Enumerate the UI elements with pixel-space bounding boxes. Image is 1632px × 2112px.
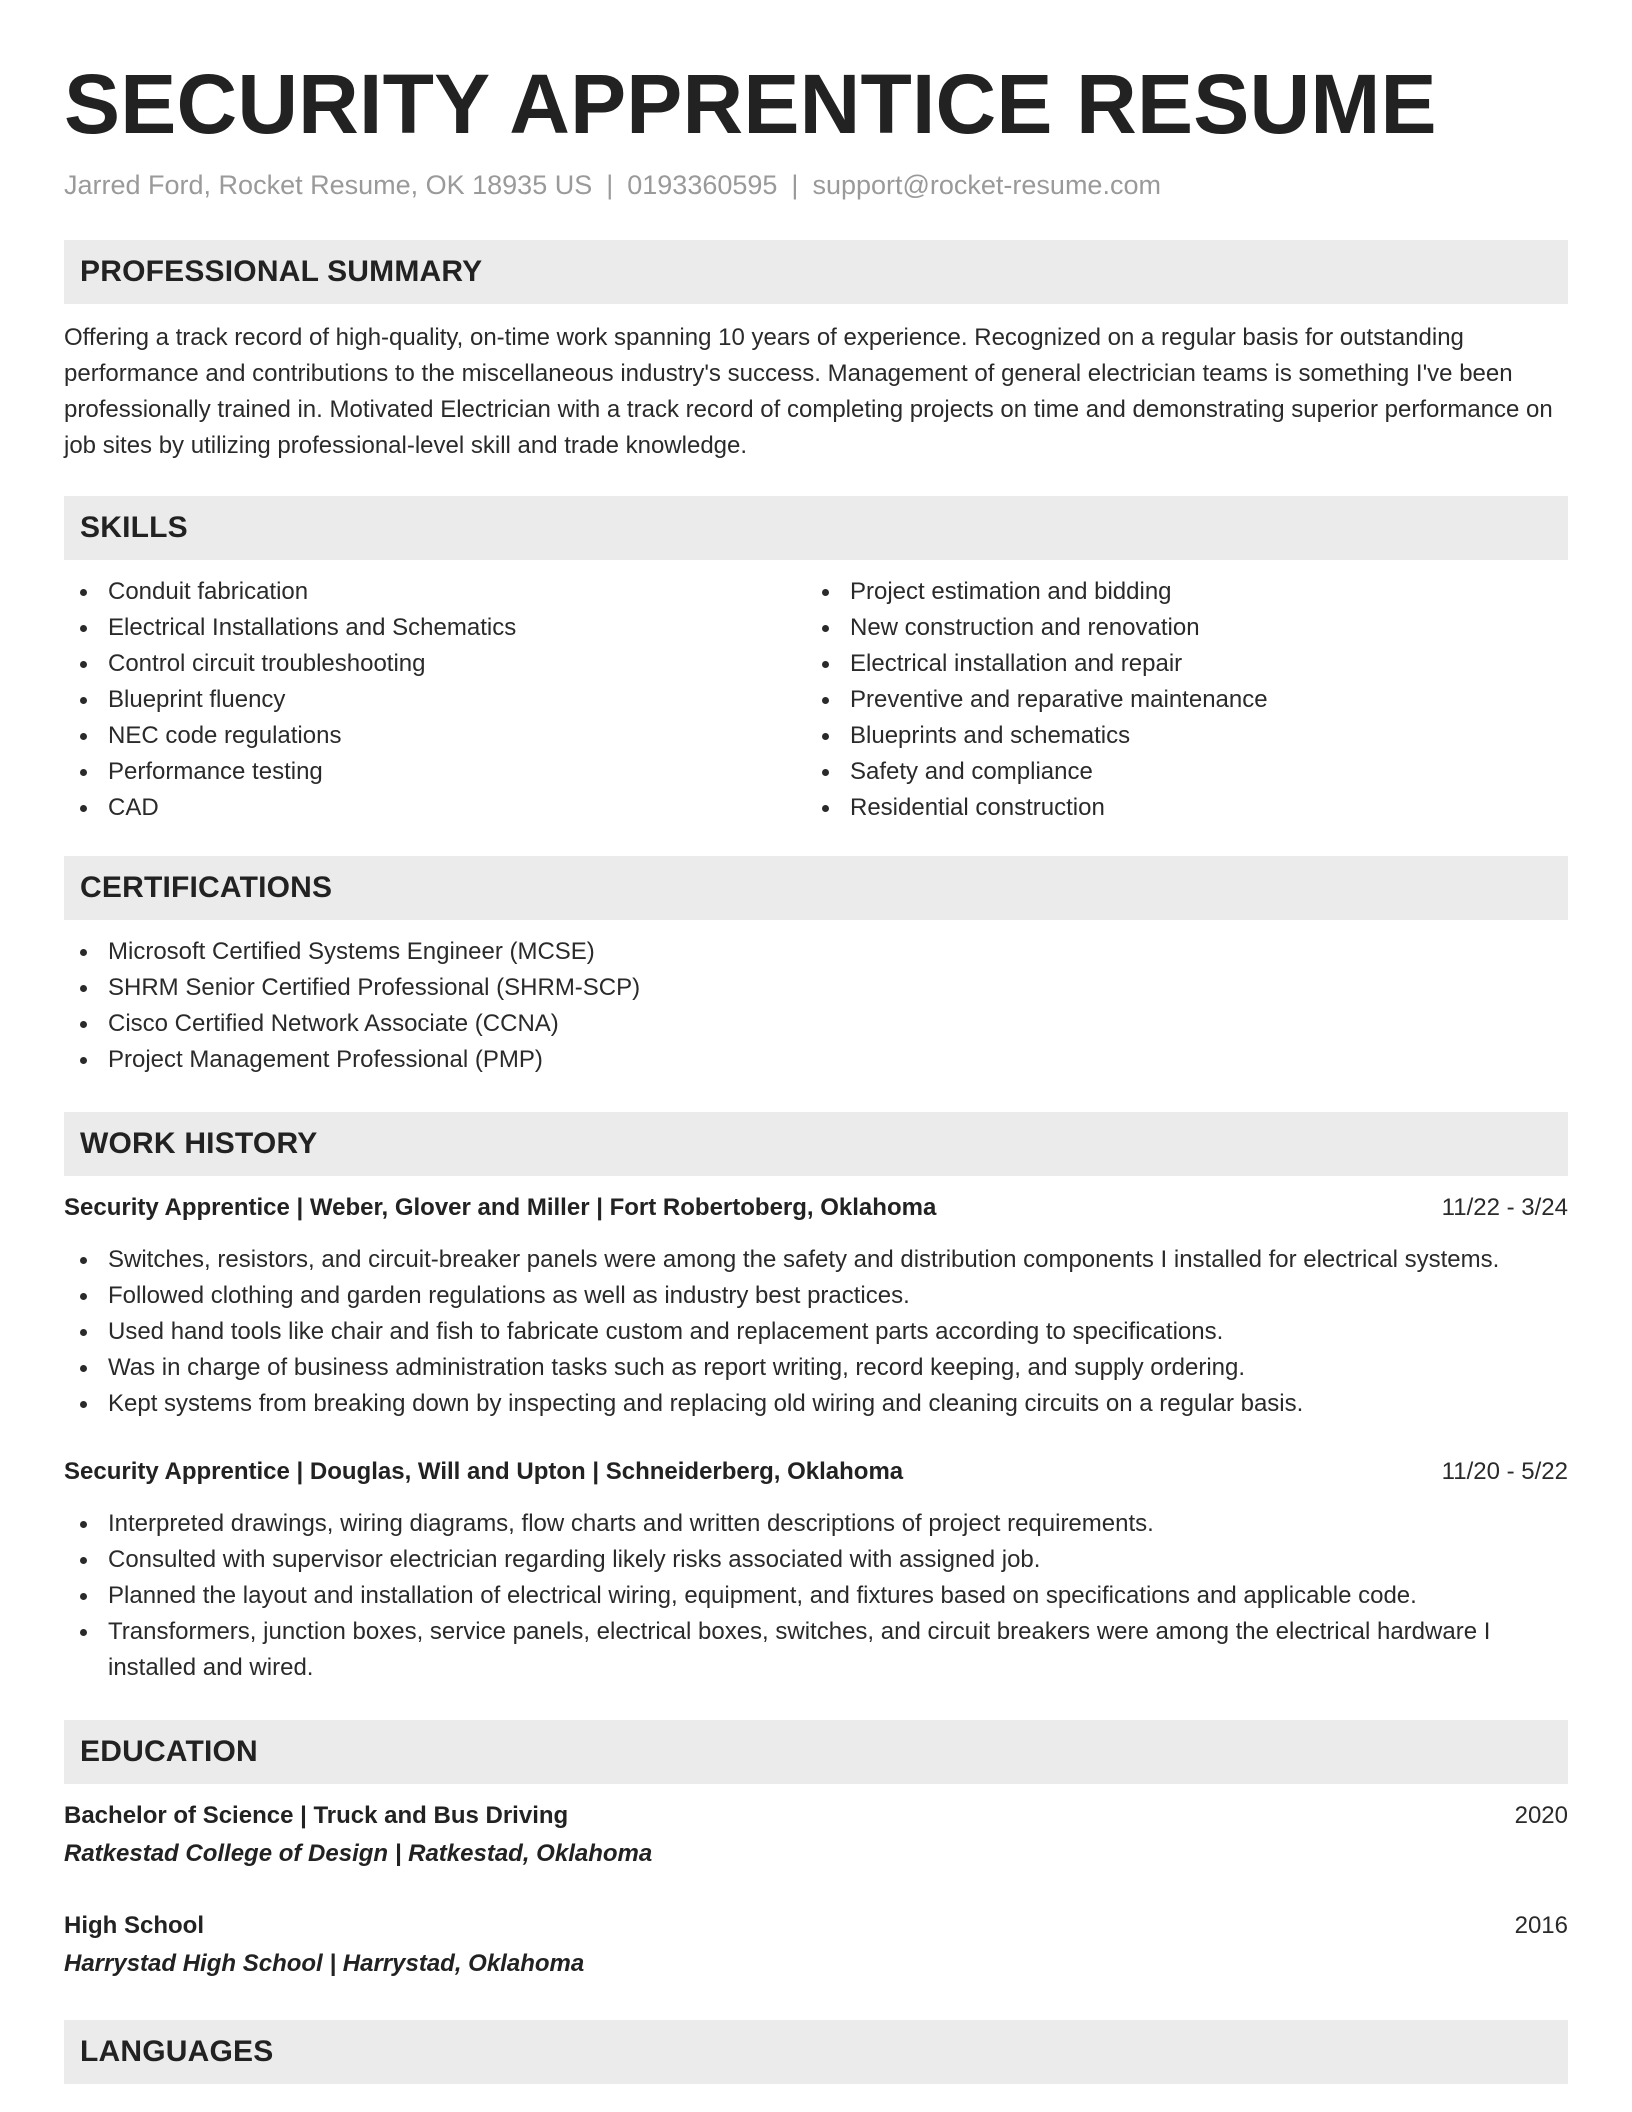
skills-grid [64, 574, 1568, 826]
skill-item: Electrical installation and repair [806, 646, 1548, 682]
job-duty: Interpreted drawings, wiring diagrams, flow charts and written descriptions of project requirements. [64, 1506, 1568, 1542]
certification-item: Project Management Professional (PMP) [64, 1042, 1568, 1078]
job-dates: 11/20 - 5/22 [1441, 1458, 1568, 1485]
skill-item: Residential construction [806, 790, 1548, 826]
contact-separator: | [606, 170, 614, 200]
education-school: Ratkestad College of Design | Ratkestad, Oklahoma [64, 1840, 653, 1867]
section-header-skills: SKILLS [64, 496, 1568, 560]
contact-email: support@rocket-resume.com [812, 170, 1161, 200]
skill-item: Preventive and reparative maintenance [806, 682, 1548, 718]
skill-item: Performance testing [64, 754, 806, 790]
skills-list-right [806, 574, 1548, 826]
skill-item: Safety and compliance [806, 754, 1548, 790]
job-duty: Consulted with supervisor electrician regarding likely risks associated with assigned job. [64, 1542, 1568, 1578]
job-duty: Transformers, junction boxes, service panels, electrical boxes, switches, and circuit breakers were among the electrical hardware I installed and wired. [64, 1614, 1568, 1686]
job-header [64, 1190, 1568, 1226]
resume-page [64, 58, 1568, 2084]
contact-address: Jarred Ford, Rocket Resume, OK 18935 US [64, 170, 593, 200]
skill-item: Project estimation and bidding [806, 574, 1548, 610]
education-year: 2020 [1514, 1802, 1568, 1829]
education-header [64, 1798, 1568, 1834]
section-header-education: EDUCATION [64, 1720, 1568, 1784]
certifications-list [64, 934, 1568, 1078]
resume-title: SECURITY APPRENTICE RESUME [64, 57, 1437, 151]
certification-item: Cisco Certified Network Associate (CCNA) [64, 1006, 1568, 1042]
job-title: Security Apprentice | Douglas, Will and Upton | Schneiderberg, Oklahoma [64, 1458, 904, 1485]
section-header-languages: LANGUAGES [64, 2020, 1568, 2084]
certification-item: Microsoft Certified Systems Engineer (MCSE) [64, 934, 1568, 970]
job-duty: Planned the layout and installation of electrical wiring, equipment, and fixtures based on specifications and applicable code. [64, 1578, 1568, 1614]
skill-item: NEC code regulations [64, 718, 806, 754]
skill-item: New construction and renovation [806, 610, 1548, 646]
section-header-work-history: WORK HISTORY [64, 1112, 1568, 1176]
summary-text: Offering a track record of high-quality, on-time work spanning 10 years of experience. Recognized on a regular basis for outstanding performance and contributions to the miscellaneous industry's success. Management of general electrician teams is something I've been professionally trained in. Motivated Electrician with a track record of completing projects on time and demonstrating superior performance on job sites by utilizing professional-level skill and trade knowledge. [64, 324, 1553, 459]
education-degree: Bachelor of Science | Truck and Bus Driving [64, 1802, 569, 1829]
skill-item: Blueprint fluency [64, 682, 806, 718]
skill-item: CAD [64, 790, 806, 826]
skills-list-left [64, 574, 806, 826]
certification-item: SHRM Senior Certified Professional (SHRM-SCP) [64, 970, 1568, 1006]
job-header [64, 1454, 1568, 1490]
job-duty: Switches, resistors, and circuit-breaker panels were among the safety and distribution components I installed for electrical systems. [64, 1242, 1568, 1278]
section-header-summary: PROFESSIONAL SUMMARY [64, 240, 1568, 304]
skill-item: Electrical Installations and Schematics [64, 610, 806, 646]
job-duty: Was in charge of business administration tasks such as report writing, record keeping, and supply ordering. [64, 1350, 1568, 1386]
contact-separator: | [791, 170, 799, 200]
job-dates: 11/22 - 3/24 [1441, 1194, 1568, 1221]
job-duty: Followed clothing and garden regulations as well as industry best practices. [64, 1278, 1568, 1314]
job-duty: Kept systems from breaking down by inspecting and replacing old wiring and cleaning circuits on a regular basis. [64, 1386, 1568, 1422]
education-degree: High School [64, 1912, 204, 1939]
skill-item: Control circuit troubleshooting [64, 646, 806, 682]
job-title: Security Apprentice | Weber, Glover and Miller | Fort Robertoberg, Oklahoma [64, 1194, 937, 1221]
contact-line [64, 168, 1568, 202]
section-header-certifications: CERTIFICATIONS [64, 856, 1568, 920]
skill-item: Conduit fabrication [64, 574, 806, 610]
job-duties-list [64, 1506, 1568, 1686]
contact-phone: 0193360595 [627, 170, 778, 200]
education-school: Harrystad High School | Harrystad, Oklahoma [64, 1950, 585, 1977]
education-header [64, 1908, 1568, 1944]
skill-item: Blueprints and schematics [806, 718, 1548, 754]
job-duty: Used hand tools like chair and fish to fabricate custom and replacement parts according to specifications. [64, 1314, 1568, 1350]
job-duties-list [64, 1242, 1568, 1422]
education-year: 2016 [1514, 1912, 1568, 1939]
